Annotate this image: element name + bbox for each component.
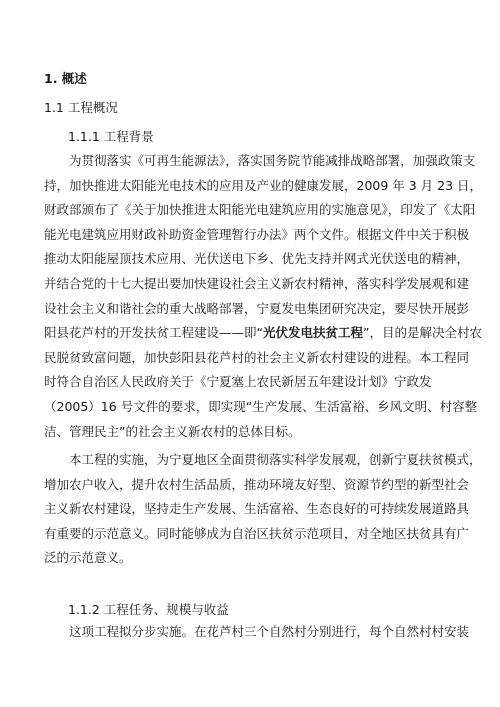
text-line: 有重要的示范意义。同时能够成为自治区扶贫示范项目，对全地区扶贫具有广 [44,525,470,541]
heading-overview: 1. 概述 [44,71,87,86]
heading-tasks-scale-benefits: 1.1.2 工程任务、规模与收益 [68,602,229,617]
emphasis-project-name: 光伏发电扶贫工程 [262,325,363,341]
text-line: 能光电建筑应用财政补助资金管理暂行办法》两个文件。根据文件中关于积极 [44,226,470,242]
text-line: 泛的示范意义。 [44,550,132,566]
text-line: 主义新农村建设，坚持走生产发展、生活富裕、生态良好的可持续发展道路具 [44,501,470,517]
text-line: 民脱贫致富问题，加快彭阳县花芦村的社会主义新农村建设的进程。本工程同 [44,349,470,365]
heading-project-background: 1.1.1 工程背景 [68,129,154,144]
text-segment: 阳县花芦村的开发扶贫工程建设——即“ [44,325,263,341]
text-segment: ”，目的是解决全村农 [363,325,482,341]
heading-project-overview: 1.1 工程概况 [44,100,118,115]
text-line: 这项工程拟分步实施。在花芦村三个自然村分别进行，每个自然村村安装 [69,624,470,639]
paragraph-tasks [44,620,470,645]
text-line: （2005）16 号文件的要求，即实现“生产发展、生活富裕、乡风文明、村容整 [44,398,478,414]
text-line: 推动太阳能屋顶技术应用、光伏送电下乡、优先支持并网式光伏送电的精神， [44,251,470,267]
text-line: 财政部颁布了《关于加快推进太阳能光电建筑应用的实施意见》，印发了《太阳 [44,202,476,218]
text-line: 增加农户收入，提升农村生活品质，推动环境友好型、资源节约型的新型社会 [44,476,470,492]
paragraph-significance [44,448,482,571]
text-line: 设社会主义和谐社会的重大战略部署，宁夏发电集团研究决定，要尽快开展彭 [44,300,470,316]
text-line: 时符合自治区人民政府关于《宁夏塞上农民新居五年建设计划》宁政发 [44,374,432,390]
text-line: 洁、管理民主”的社会主义新农村的总体目标。 [44,423,301,439]
text-line: 并结合党的十七大提出要加快建设社会主义新农村精神，落实科学发展观和建 [44,275,470,291]
paragraph-background [44,149,483,444]
text-line: 持，加快推进太阳能光电技术的应用及产业的健康发展，2009 年 3 月 23 日， [44,177,483,193]
text-line: 本工程的实施，为宁夏地区全面贯彻落实科学发展观，创新宁夏扶贫模式， [69,452,482,467]
text-line [44,321,482,346]
text-line: 为贯彻落实《可再生能源法》，落实国务院节能减排战略部署，加强政策支 [69,153,476,168]
